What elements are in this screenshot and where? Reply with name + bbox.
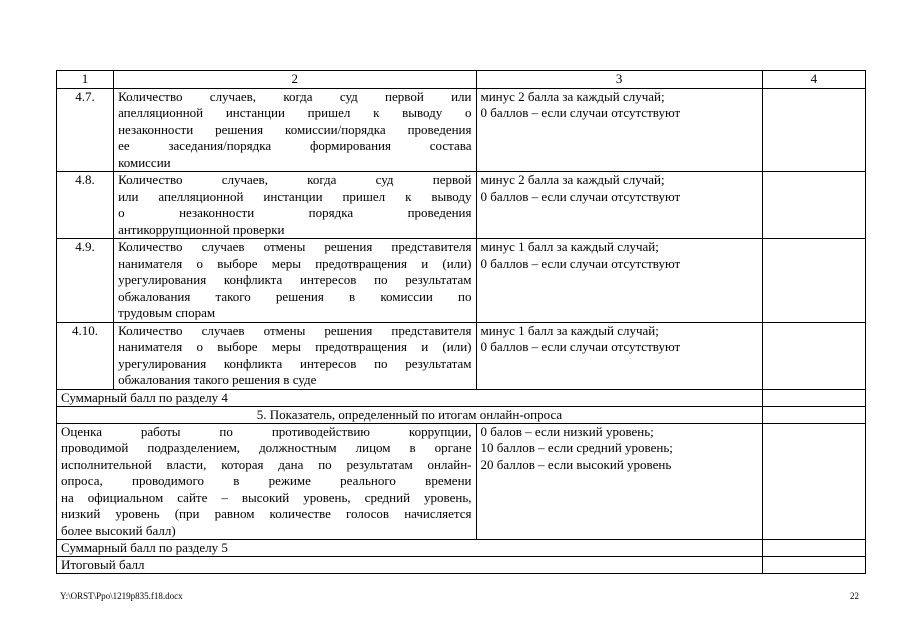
score-line: минус 2 балла за каждый случай; — [480, 88, 665, 104]
score-line: 0 балов – если низкий уровень; — [480, 423, 654, 439]
header-col-4: 4 — [762, 71, 865, 89]
description-line: Количество случаев, когда суд первой или — [118, 88, 472, 104]
row-description — [114, 172, 476, 239]
total-label: Итоговый балл — [57, 557, 763, 574]
description-line: незаконности решения комиссии/порядка проведения — [118, 121, 472, 137]
description-line: Оценка работы по противодействию коррупции, — [61, 423, 472, 439]
row-score — [476, 322, 762, 389]
row-description — [114, 88, 476, 172]
description-line: нанимателя о выборе меры предотвращения и (или) — [118, 339, 472, 354]
score-line: 0 баллов – если случаи отсутствуют — [480, 339, 681, 354]
description-line: антикоррупционной проверки — [118, 221, 285, 237]
description-line: исполнительной власти, которая дана по результатам онлайн- — [61, 456, 472, 472]
description-line: нанимателя о выборе меры предотвращения и (или) — [118, 255, 472, 271]
table-row — [57, 172, 866, 239]
row-description — [114, 322, 476, 389]
total-row — [57, 557, 866, 574]
row-points-cell — [762, 88, 865, 172]
summary-points-cell — [762, 389, 865, 406]
row-score — [476, 423, 762, 540]
header-row — [57, 71, 866, 89]
row-score — [476, 239, 762, 323]
description-line: более высокий балл) — [61, 522, 176, 538]
row-points-cell — [762, 239, 865, 323]
description-line: апелляционной инстанции пришел к выводу о — [118, 105, 472, 120]
description-line: урегулирования конфликта интересов по результатам — [118, 272, 472, 287]
description-line: Количество случаев, когда суд первой — [118, 172, 472, 187]
summary-label: Суммарный балл по разделу 4 — [57, 389, 763, 406]
description-line: на официальном сайте – высокий уровень, средний уровень, — [61, 489, 472, 505]
section-title: 5. Показатель, определенный по итогам онлайн-опроса — [57, 406, 763, 423]
header-col-2: 2 — [114, 71, 476, 89]
description-line: ее заседания/порядка формирования состава — [118, 138, 472, 153]
description-line: или апелляционной инстанции пришел к выводу — [118, 188, 472, 204]
row-points-cell — [762, 172, 865, 239]
score-line: минус 1 балл за каждый случай; — [480, 322, 659, 338]
footer-file-path: Y:\ORST\Ppo\1219p835.f18.docx — [60, 591, 183, 601]
summary-points-cell — [762, 540, 865, 557]
row-number: 4.8. — [57, 172, 114, 239]
summary-label: Суммарный балл по разделу 5 — [57, 540, 763, 557]
header-col-3: 3 — [476, 71, 762, 89]
header-col-1: 1 — [57, 71, 114, 89]
table-row — [57, 88, 866, 172]
description-line: опроса, проводимого в режиме реального времени — [61, 473, 472, 488]
row-number: 4.10. — [57, 322, 114, 389]
row-number: 4.9. — [57, 239, 114, 323]
row-number: 4.7. — [57, 88, 114, 172]
row-score — [476, 88, 762, 172]
section-title-points-cell — [762, 406, 865, 423]
description-line: низкий уровень (при равном количестве голосов начисляется — [61, 506, 472, 521]
description-line: проводимой подразделением, должностным лицом в органе — [61, 440, 472, 455]
rating-table — [56, 70, 866, 574]
description-line: обжалования такого решения в суде — [118, 372, 317, 387]
score-line: 0 баллов – если случаи отсутствуют — [480, 105, 681, 120]
summary-row-section-5 — [57, 540, 866, 557]
description-line: Количество случаев отмены решения представителя — [118, 322, 472, 338]
score-line: минус 1 балл за каждый случай; — [480, 239, 659, 254]
table-row — [57, 423, 866, 540]
table-row — [57, 322, 866, 389]
row-points-cell — [762, 322, 865, 389]
score-line: минус 2 балла за каждый случай; — [480, 172, 665, 187]
description-line: урегулирования конфликта интересов по результатам — [118, 355, 472, 371]
description-line: комиссии — [118, 154, 171, 170]
page-number: 22 — [850, 591, 859, 601]
score-line: 0 баллов – если случаи отсутствуют — [480, 255, 681, 271]
summary-row-section-4 — [57, 389, 866, 406]
row-score — [476, 172, 762, 239]
description-line: Количество случаев отмены решения представителя — [118, 239, 472, 254]
description-line: о незаконности порядка проведения — [118, 205, 472, 220]
row-description — [57, 423, 477, 540]
section-5-title-row — [57, 406, 866, 423]
description-line: трудовым спорам — [118, 305, 216, 320]
score-line: 10 баллов – если средний уровень; — [480, 440, 673, 455]
table-row — [57, 239, 866, 323]
score-line: 0 баллов – если случаи отсутствуют — [480, 188, 681, 204]
row-description — [114, 239, 476, 323]
total-points-cell — [762, 557, 865, 574]
description-line: обжалования такого решения в комиссии по — [118, 288, 472, 304]
score-line: 20 баллов – если высокий уровень — [480, 456, 672, 472]
row-points-cell — [762, 423, 865, 540]
